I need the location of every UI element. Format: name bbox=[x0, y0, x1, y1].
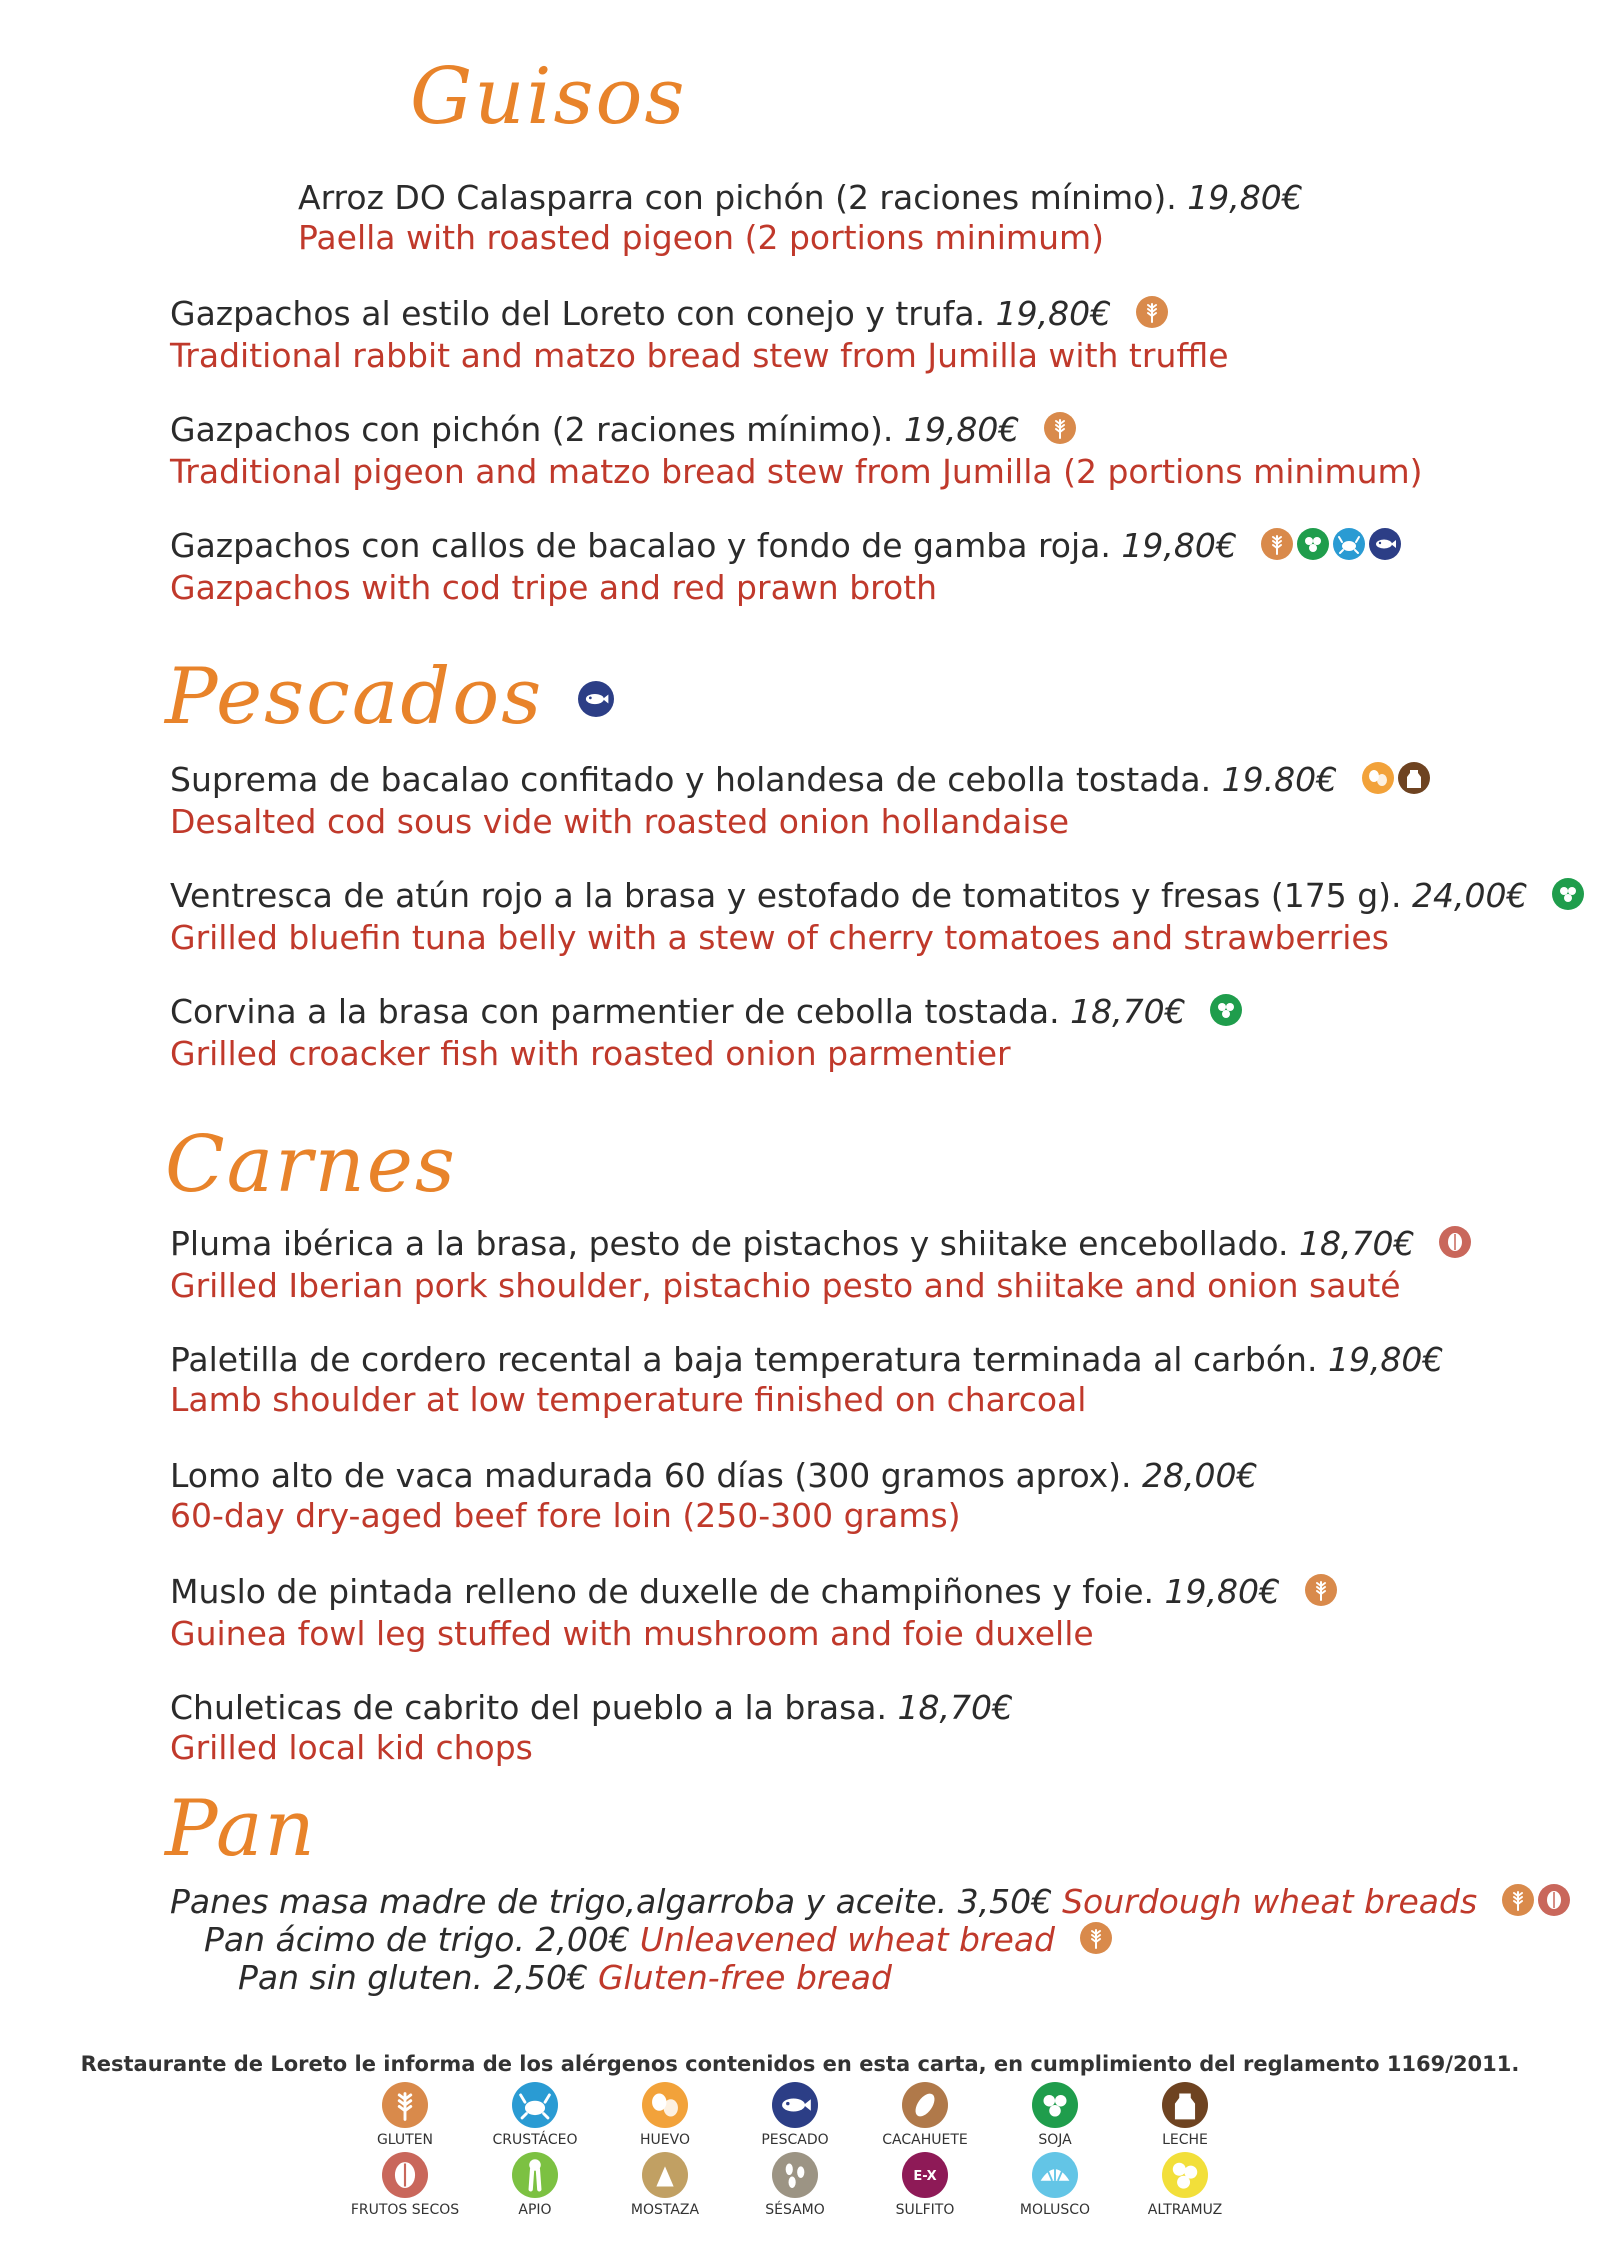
bread-item bbox=[170, 1882, 1574, 1924]
leche-icon bbox=[1398, 762, 1430, 794]
dish-translation: Grilled Iberian pork shoulder, pistachio pesto and shiitake and onion sauté bbox=[170, 1266, 1401, 1306]
apio-icon bbox=[512, 2152, 558, 2198]
dish-price: 28,00€ bbox=[1142, 1456, 1258, 1495]
bread-name: Pan sin gluten. 2,50€ bbox=[238, 1958, 588, 1997]
allergen-icons bbox=[1362, 761, 1434, 803]
allergen-icons bbox=[1261, 527, 1405, 569]
bread-name: Panes masa madre de trigo,algarroba y aceite. 3,50€ bbox=[170, 1882, 1053, 1921]
allergen-icons bbox=[1552, 877, 1588, 919]
allergen-icons bbox=[1044, 411, 1080, 453]
dish-price: 19,80€ bbox=[1121, 526, 1237, 565]
legend-item: MOLUSCO bbox=[990, 2152, 1120, 2218]
legend-item: FRUTOS SECOS bbox=[340, 2152, 470, 2218]
sesamo-icon bbox=[772, 2152, 818, 2198]
molusco-icon bbox=[1032, 2152, 1078, 2198]
allergen-notice: Restaurante de Loreto le informa de los alérgenos contenidos en esta carta, en cumplimiento del reglamento 1169/2011. bbox=[80, 2052, 1520, 2076]
cacahuete-icon bbox=[902, 2082, 948, 2128]
dish-item bbox=[170, 1340, 1443, 1420]
bread-translation: Sourdough wheat breads bbox=[1062, 1882, 1478, 1921]
dish-translation: Grilled bluefin tuna belly with a stew of cherry tomatoes and strawberries bbox=[170, 918, 1389, 958]
dish-translation: 60-day dry-aged beef fore loin (250-300 grams) bbox=[170, 1496, 961, 1535]
dish-translation: Traditional rabbit and matzo bread stew from Jumilla with truffle bbox=[170, 336, 1229, 376]
section-title-pescados: Pescados bbox=[165, 658, 618, 736]
dish-price: 19.80€ bbox=[1221, 760, 1338, 799]
legend-item: MOSTAZA bbox=[600, 2152, 730, 2218]
legend-item: HUEVO bbox=[600, 2082, 730, 2148]
dish-translation: Traditional pigeon and matzo bread stew from Jumilla (2 portions minimum) bbox=[170, 452, 1423, 492]
dish-name: Gazpachos con callos de bacalao y fondo de gamba roja. bbox=[170, 526, 1111, 565]
soja-icon bbox=[1552, 878, 1584, 910]
allergen-icons bbox=[1502, 1883, 1574, 1925]
dish-item bbox=[170, 294, 1229, 376]
frutos-secos-icon bbox=[1439, 1226, 1471, 1258]
allergen-icons bbox=[1080, 1921, 1116, 1963]
dish-item bbox=[170, 876, 1588, 958]
dish-name: Gazpachos con pichón (2 raciones mínimo). bbox=[170, 410, 894, 449]
crustaceo-icon bbox=[1333, 528, 1365, 560]
allergen-icons bbox=[1439, 1225, 1475, 1267]
crustaceo-icon bbox=[512, 2082, 558, 2128]
legend-item: PESCADO bbox=[730, 2082, 860, 2148]
dish-translation: Desalted cod sous vide with roasted onion hollandaise bbox=[170, 802, 1070, 842]
dish-item bbox=[170, 992, 1246, 1074]
sulfito-icon bbox=[902, 2152, 948, 2198]
dish-translation: Grilled local kid chops bbox=[170, 1728, 533, 1767]
dish-translation: Grilled croacker fish with roasted onion parmentier bbox=[170, 1034, 1011, 1074]
legend-item: CACAHUETE bbox=[860, 2082, 990, 2148]
soja-icon bbox=[1210, 994, 1242, 1026]
gluten-icon bbox=[1502, 1884, 1534, 1916]
soja-icon bbox=[1297, 528, 1329, 560]
dish-item bbox=[170, 410, 1423, 492]
dish-name: Pluma ibérica a la brasa, pesto de pistachos y shiitake encebollado. bbox=[170, 1224, 1289, 1263]
soja-icon bbox=[1032, 2082, 1078, 2128]
dish-price: 19,80€ bbox=[1327, 1340, 1444, 1379]
dish-name: Gazpachos al estilo del Loreto con conejo y trufa. bbox=[170, 294, 986, 333]
dish-name: Arroz DO Calasparra con pichón (2 raciones mínimo). bbox=[298, 178, 1177, 217]
dish-price: 18,70€ bbox=[1299, 1224, 1415, 1263]
legend-item: E-X SULFITO bbox=[860, 2152, 990, 2218]
dish-item bbox=[170, 760, 1434, 842]
dish-translation: Gazpachos with cod tripe and red prawn broth bbox=[170, 568, 938, 608]
bread-translation: Unleavened wheat bread bbox=[639, 1920, 1055, 1959]
pescado-icon bbox=[578, 681, 614, 717]
pescado-icon bbox=[772, 2082, 818, 2128]
bread-item bbox=[238, 1958, 892, 1998]
dish-item bbox=[170, 1572, 1341, 1654]
dish-item bbox=[170, 526, 1405, 608]
dish-name: Corvina a la brasa con parmentier de cebolla tostada. bbox=[170, 992, 1060, 1031]
dish-price: 19,80€ bbox=[903, 410, 1020, 449]
bread-item bbox=[204, 1920, 1116, 1962]
dish-translation: Guinea fowl leg stuffed with mushroom and foie duxelle bbox=[170, 1614, 1094, 1654]
dish-name: Chuleticas de cabrito del pueblo a la brasa. bbox=[170, 1688, 888, 1727]
legend-item: LECHE bbox=[1120, 2082, 1250, 2148]
bread-name: Pan ácimo de trigo. 2,00€ bbox=[204, 1920, 630, 1959]
allergen-icons bbox=[1305, 1573, 1341, 1615]
gluten-icon bbox=[1305, 1574, 1337, 1606]
gluten-icon bbox=[1261, 528, 1293, 560]
gluten-icon bbox=[1080, 1922, 1112, 1954]
allergen-icons bbox=[1210, 993, 1246, 1035]
dish-name: Lomo alto de vaca madurada 60 días (300 gramos aprox). bbox=[170, 1456, 1132, 1495]
dish-price: 19,80€ bbox=[995, 294, 1112, 333]
allergen-icons bbox=[1136, 295, 1172, 337]
dish-price: 19,80€ bbox=[1187, 178, 1303, 217]
section-title-guisos: Guisos bbox=[410, 52, 687, 142]
leche-icon bbox=[1162, 2082, 1208, 2128]
section-title-carnes: Carnes bbox=[165, 1120, 457, 1210]
dish-price: 19,80€ bbox=[1164, 1572, 1280, 1611]
dish-name: Suprema de bacalao confitado y holandesa de cebolla tostada. bbox=[170, 760, 1212, 799]
dish-name: Muslo de pintada relleno de duxelle de champiñones y foie. bbox=[170, 1572, 1155, 1611]
gluten-icon bbox=[1044, 412, 1076, 444]
gluten-icon bbox=[382, 2082, 428, 2128]
dish-item bbox=[298, 178, 1303, 258]
dish-name: Paletilla de cordero recental a baja temperatura terminada al carbón. bbox=[170, 1340, 1318, 1379]
dish-item bbox=[170, 1224, 1475, 1306]
mostaza-icon bbox=[642, 2152, 688, 2198]
frutos-secos-icon bbox=[382, 2152, 428, 2198]
legend-item: APIO bbox=[470, 2152, 600, 2218]
section-title-pan: Pan bbox=[165, 1784, 317, 1874]
legend-item: SOJA bbox=[990, 2082, 1120, 2148]
dish-price: 24,00€ bbox=[1412, 876, 1528, 915]
legend-item: GLUTEN bbox=[340, 2082, 470, 2148]
legend-item: CRUSTÁCEO bbox=[470, 2082, 600, 2148]
legend-item: SÉSAMO bbox=[730, 2152, 860, 2218]
dish-name: Ventresca de atún rojo a la brasa y estofado de tomatitos y fresas (175 g). bbox=[170, 876, 1402, 915]
dish-price: 18,70€ bbox=[1070, 992, 1186, 1031]
huevo-icon bbox=[642, 2082, 688, 2128]
sulfito-mark: E-X bbox=[913, 2169, 937, 2184]
legend-item: ALTRAMUZ bbox=[1120, 2152, 1250, 2218]
dish-item bbox=[170, 1688, 1013, 1768]
bread-translation: Gluten-free bread bbox=[597, 1958, 892, 1997]
dish-translation: Paella with roasted pigeon (2 portions minimum) bbox=[298, 218, 1105, 257]
dish-translation: Lamb shoulder at low temperature finished on charcoal bbox=[170, 1380, 1087, 1419]
gluten-icon bbox=[1136, 296, 1168, 328]
altramuz-icon bbox=[1162, 2152, 1208, 2198]
dish-price: 18,70€ bbox=[897, 1688, 1013, 1727]
huevo-icon bbox=[1362, 762, 1394, 794]
frutos-secos-icon bbox=[1538, 1884, 1570, 1916]
pescado-icon bbox=[1369, 528, 1401, 560]
dish-item bbox=[170, 1456, 1258, 1536]
